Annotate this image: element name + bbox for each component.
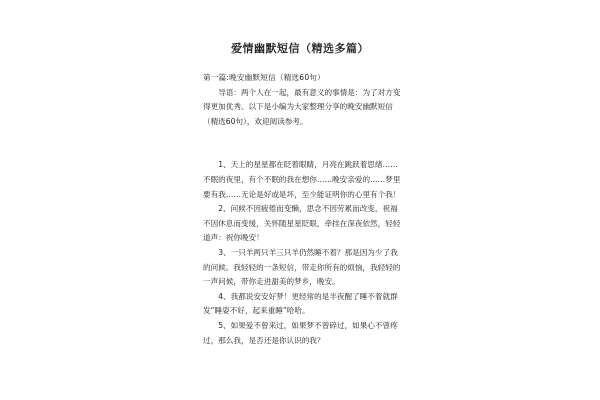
list-item: 5、如果爱不曾来过，如果梦不曾碎过，如果心不曾疼过，那么我，是否还是你认识的我？ xyxy=(203,320,398,345)
intro-paragraph: 导语：两个人在一起，最有意义的事情是：为了对方变得更加优秀。以下是小编为大家整理分享的晚安幽默短信（精选60句），欢迎阅读参考。 xyxy=(203,87,401,126)
list-item: 4、我都说安安好梦！更经常的是半夜醒了睡不着就群发“睡姿不好，起来重睡”哈哈。 xyxy=(203,291,398,316)
list-item: 3、一只羊两只羊三只羊仍然睡不着？那是因为少了我的问候。我轻轻的一条短信，带走你所有的烦恼，我轻轻的一声问候，带你走进甜美的梦乡，晚安。 xyxy=(203,247,401,287)
list-item: 1、天上的星星都在眨着眼睛，月亮在跳跃着思绪……不眠的夜里，有个不眠的我在想你……晚安亲爱的……梦里要有我……无论是好或是坏，至少能证明你的心里有个我！ xyxy=(203,160,401,199)
paragraph-spacer xyxy=(203,129,403,158)
list-item: 2、问候不因疲倦而变懒，思念不因劳累而改变，祝福不因休息而变缓，关怀随星星眨眼，牵挂在深夜依然，轻轻道声：祝你晚安！ xyxy=(203,204,401,243)
document-title: 爱情幽默短信（精选多篇） xyxy=(231,42,369,55)
document-body xyxy=(203,71,403,348)
section-heading: 第一篇:晚安幽默短信（精选60句） xyxy=(203,73,325,82)
